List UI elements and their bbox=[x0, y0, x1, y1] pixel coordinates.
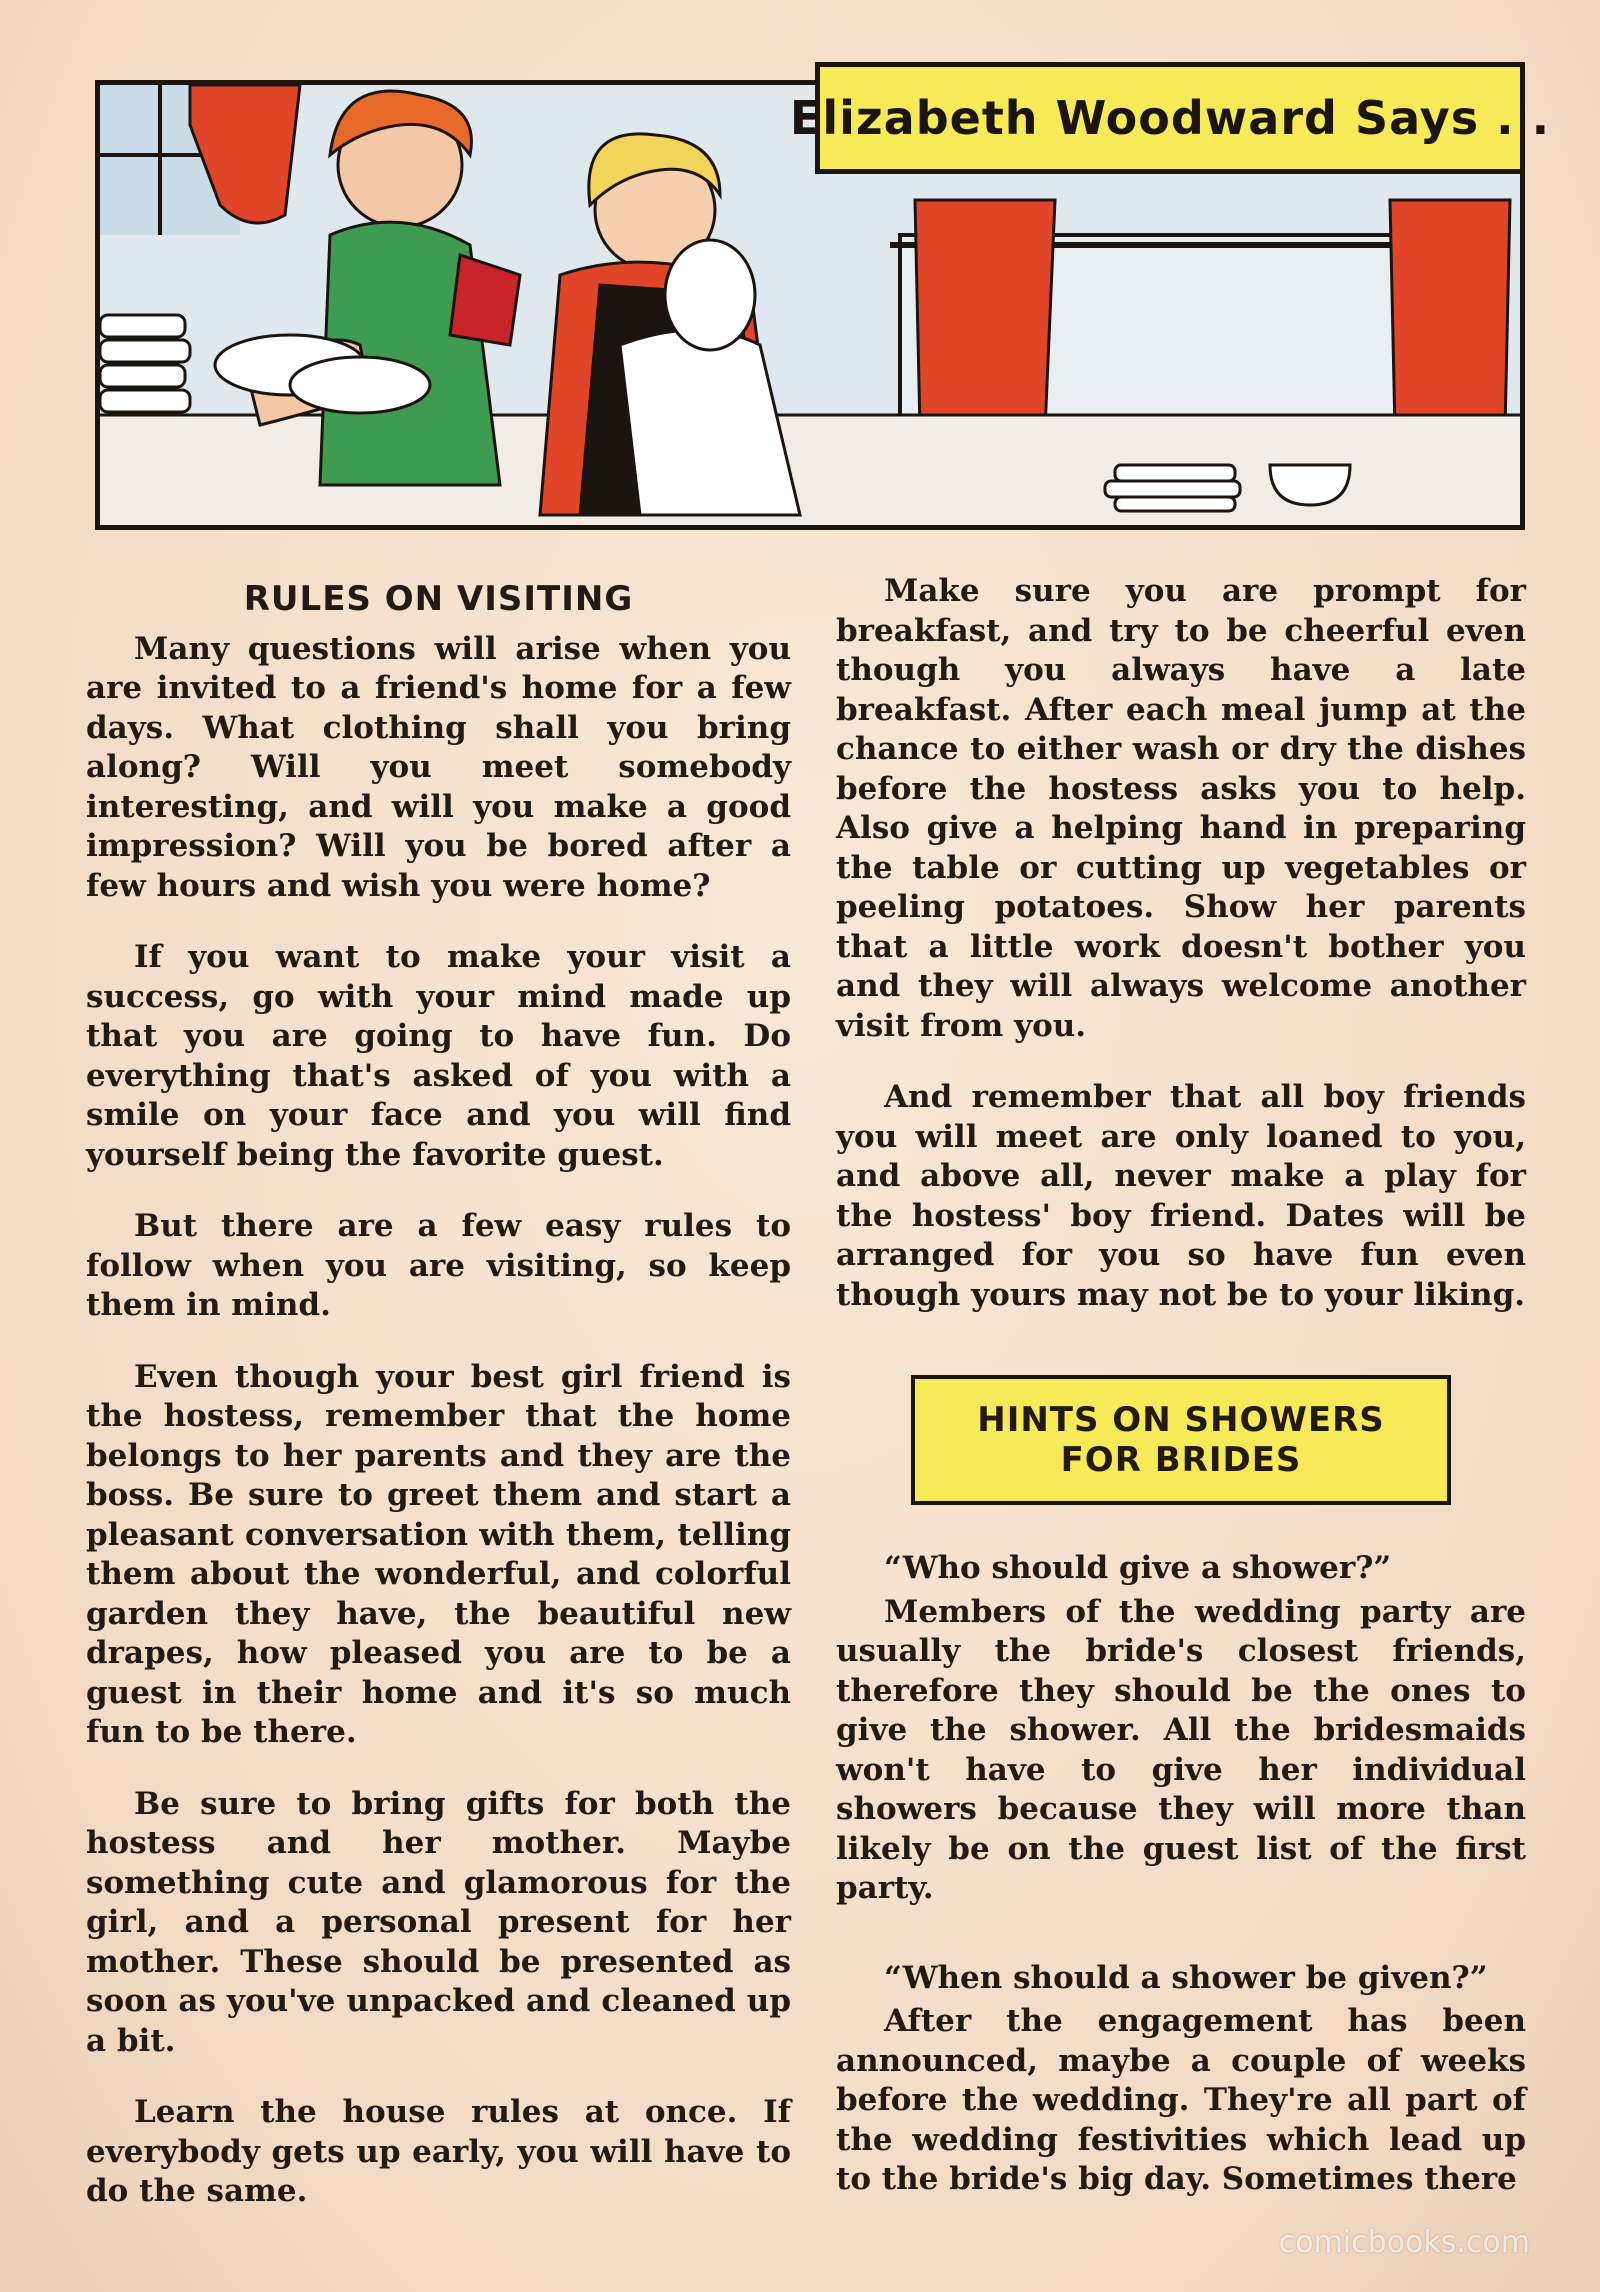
left-column bbox=[86, 572, 791, 2244]
paragraph: Learn the house rules at once. If everybody gets up early, you will have to do the same. bbox=[86, 2094, 791, 2209]
watermark: comicbooks.com bbox=[1278, 2225, 1530, 2260]
paragraph: And remember that all boy friends you will meet are only loaned to you, and above all, never make a play for the hostess' boy friend. Dates will be arranged for you so have fun even though yours may not be to your liking. bbox=[836, 1079, 1526, 1313]
answer-when: After the engagement has been announced, maybe a couple of weeks before the wedding. They're all part of the wedding festivities which lead up to the bride's big day. Sometimes there bbox=[836, 2003, 1526, 2197]
paragraph: Make sure you are prompt for breakfast, and try to be cheerful even though you always have a late breakfast. After each meal jump at the chance to either wash or dry the dishes before the hostess asks you to help. Also give a helping hand in preparing the table or cutting up vegetables or peeling potatoes. Show her parents that a little work doesn't bother you and they will always welcome another visit from you. bbox=[836, 573, 1526, 1044]
right-column bbox=[836, 572, 1526, 2232]
hints-on-showers-box bbox=[911, 1375, 1451, 1505]
paragraph: Many questions will arise when you are invited to a friend's home for a few days. What clothing shall you bring along? Will you meet somebody interesting, and will you make a good impression? Will you be bored after a few hours and wish you were home? bbox=[86, 630, 791, 904]
paragraph: Even though your best girl friend is the hostess, remember that the home belongs to her parents and they are the boss. Be sure to greet them and start a pleasant conversation with them, telling them about the wonderful, and colorful garden they have, the beautiful new drapes, how pleased you are to be a guest in their home and it's so much fun to be there. bbox=[86, 1358, 791, 1750]
question-who: “Who should give a shower?” bbox=[884, 1550, 1392, 1586]
paragraph: But there are a few easy rules to follow when you are visiting, so keep them in mind. bbox=[86, 1208, 791, 1323]
answer-who: Members of the wedding party are usually the bride's closest friends, therefore they should be the ones to give the shower. All the bridesmaids won't have to give her individual showers because they will more than likely be on the guest list of the first party. bbox=[836, 1593, 1526, 1906]
hint-title-line1: HINTS ON SHOWERS bbox=[977, 1400, 1385, 1440]
caption-text: Elizabeth Woodward Says . . bbox=[789, 91, 1551, 145]
hint-title-line2: FOR BRIDES bbox=[1060, 1440, 1302, 1480]
paragraph: If you want to make your visit a success, go with your mind made up that you are going to have fun. Do everything that's asked of you with a smile on your face and you will find yourself being the favorite guest. bbox=[86, 939, 791, 1173]
rules-on-visiting-heading: RULES ON VISITING bbox=[243, 579, 634, 619]
question-when: “When should a shower be given?” bbox=[884, 1959, 1488, 1996]
caption-box bbox=[789, 62, 1551, 174]
paragraph: Be sure to bring gifts for both the hostess and her mother. Maybe something cute and glamorous for the girl, and a personal present for her mother. These should be presented as soon as you've unpacked and cleaned up a bit. bbox=[86, 1785, 791, 2059]
